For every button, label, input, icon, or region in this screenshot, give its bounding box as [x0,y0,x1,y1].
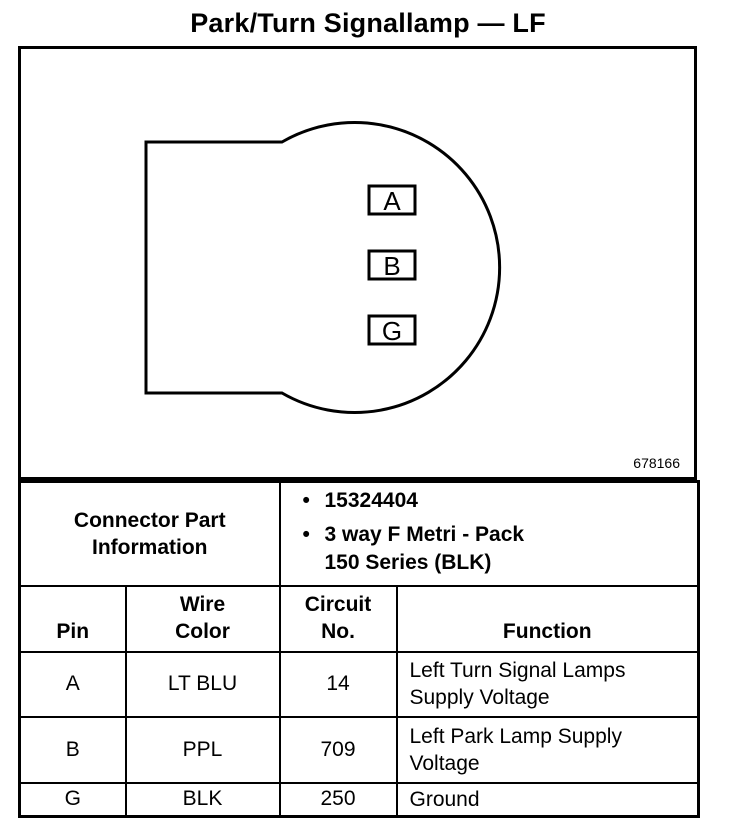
cavity-g-label: G [381,316,403,346]
cavity-a-label: A [383,186,401,216]
connector-part-row [20,482,699,586]
bullet-icon: • [302,523,310,546]
connector-outline [146,123,500,413]
part-number-item [303,487,698,515]
header-function: Function [397,586,699,652]
cavity-g [369,316,415,346]
wire-color-cell: PPL [126,717,280,783]
connector-diagram [18,46,697,480]
pin-cell: A [20,652,126,717]
table-row [20,717,699,783]
header-wire-color: Wire Color [126,586,280,652]
header-circuit-no: Circuit No. [280,586,397,652]
cavity-a [369,186,415,216]
cavity-b [369,251,415,281]
pin-cell: B [20,717,126,783]
connector-part-label: Connector Part Information [20,482,280,586]
connector-type-line1: 3 way F Metri - Pack [324,523,525,546]
reference-number: 678166 [633,455,680,471]
connector-face-drawing [21,49,694,477]
table-row [20,652,699,717]
connector-info-table [18,480,700,818]
wire-color-cell: LT BLU [126,652,280,717]
part-number: 15324404 [324,489,418,512]
circuit-cell: 709 [280,717,397,783]
header-pin: Pin [20,586,126,652]
pin-cell: G [20,783,126,817]
connector-part-details [280,482,699,586]
function-cell: Left Park Lamp Supply Voltage [397,717,699,783]
function-cell: Ground [397,783,699,817]
circuit-cell: 14 [280,652,397,717]
connector-type-item [303,521,698,577]
function-cell: Left Turn Signal Lamps Supply Voltage [397,652,699,717]
circuit-cell: 250 [280,783,397,817]
table-row [20,783,699,817]
cavity-b-label: B [383,251,401,281]
bullet-icon: • [302,489,310,512]
header-row [20,586,699,652]
page-title: Park/Turn Signallamp — LF [190,8,546,38]
connector-type-line2: 150 Series (BLK) [324,551,492,574]
wire-color-cell: BLK [126,783,280,817]
